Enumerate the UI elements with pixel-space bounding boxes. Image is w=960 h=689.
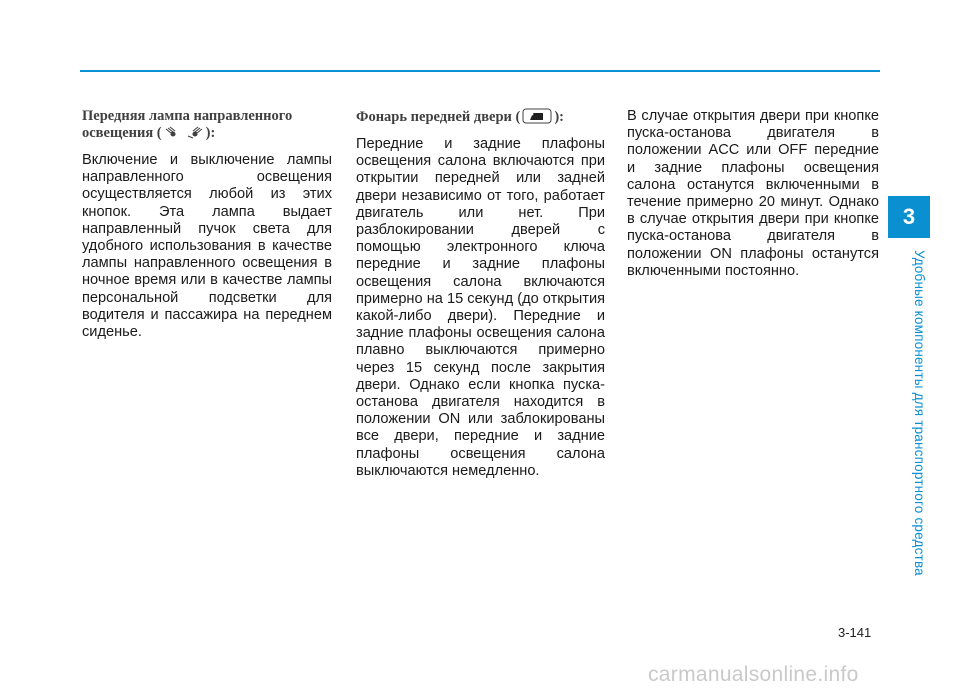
watermark: carmanualsonline.info — [648, 663, 859, 686]
section-heading-door-lamp — [356, 108, 605, 129]
door-lamp-icon — [522, 108, 552, 129]
section-heading-map-lamp — [82, 108, 332, 145]
heading-text: Фонарь передней двери ( — [356, 109, 521, 125]
heading-close: ): — [554, 109, 565, 125]
column-middle — [356, 108, 605, 480]
map-lamp-icon — [164, 126, 204, 145]
section-body-door-lamp: Передние и задние плафоны освещения салона включаются при открытии передней или задней двери независимо от того, работает двигатель или нет. При разблокировании дверей с помощью электронного ключа передние и задние плафоны освещения салона включаются примерно на 15 секунд (до открытия какой-либо двери). Передние и задние плафоны освещения салона плавно выключаются примерно через 15 секунд после закрытия двери. Однако если кнопка пуска-останова двигателя находится в положении ON или заблокированы все двери, передние и задние плафоны освещения салона выключаются немедленно. — [356, 136, 605, 479]
section-body-door-open: В случае открытия двери при кнопке пуска-останова двигателя в положении ACC или OFF передние и задние плафоны освещения салона останутся включенными в течение примерно 20 минут. Однако в случае открытия двери при кнопке пуска-останова двигателя в положении ON плафоны останутся включенными постоянно. — [627, 108, 879, 279]
heading-text: Передняя лампа направленного освещения ( — [82, 108, 293, 141]
column-left — [82, 108, 332, 341]
chapter-title: Удобные компоненты для транспортного средства — [912, 250, 927, 576]
section-body-map-lamp: Включение и выключение лампы направленного освещения осуществляется любой из этих кнопок. Эта лампа выдает направленный пучок света для удобного использования в качестве лампы направленного освещения в ночное время или в качестве лампы персональной подсветки для водителя и пассажира на переднем сиденье. — [82, 152, 332, 341]
top-divider — [80, 70, 880, 72]
heading-close: ): — [205, 125, 216, 141]
column-right — [627, 108, 879, 280]
page-number: 3-141 — [838, 625, 872, 640]
chapter-badge: 3 — [888, 196, 930, 238]
